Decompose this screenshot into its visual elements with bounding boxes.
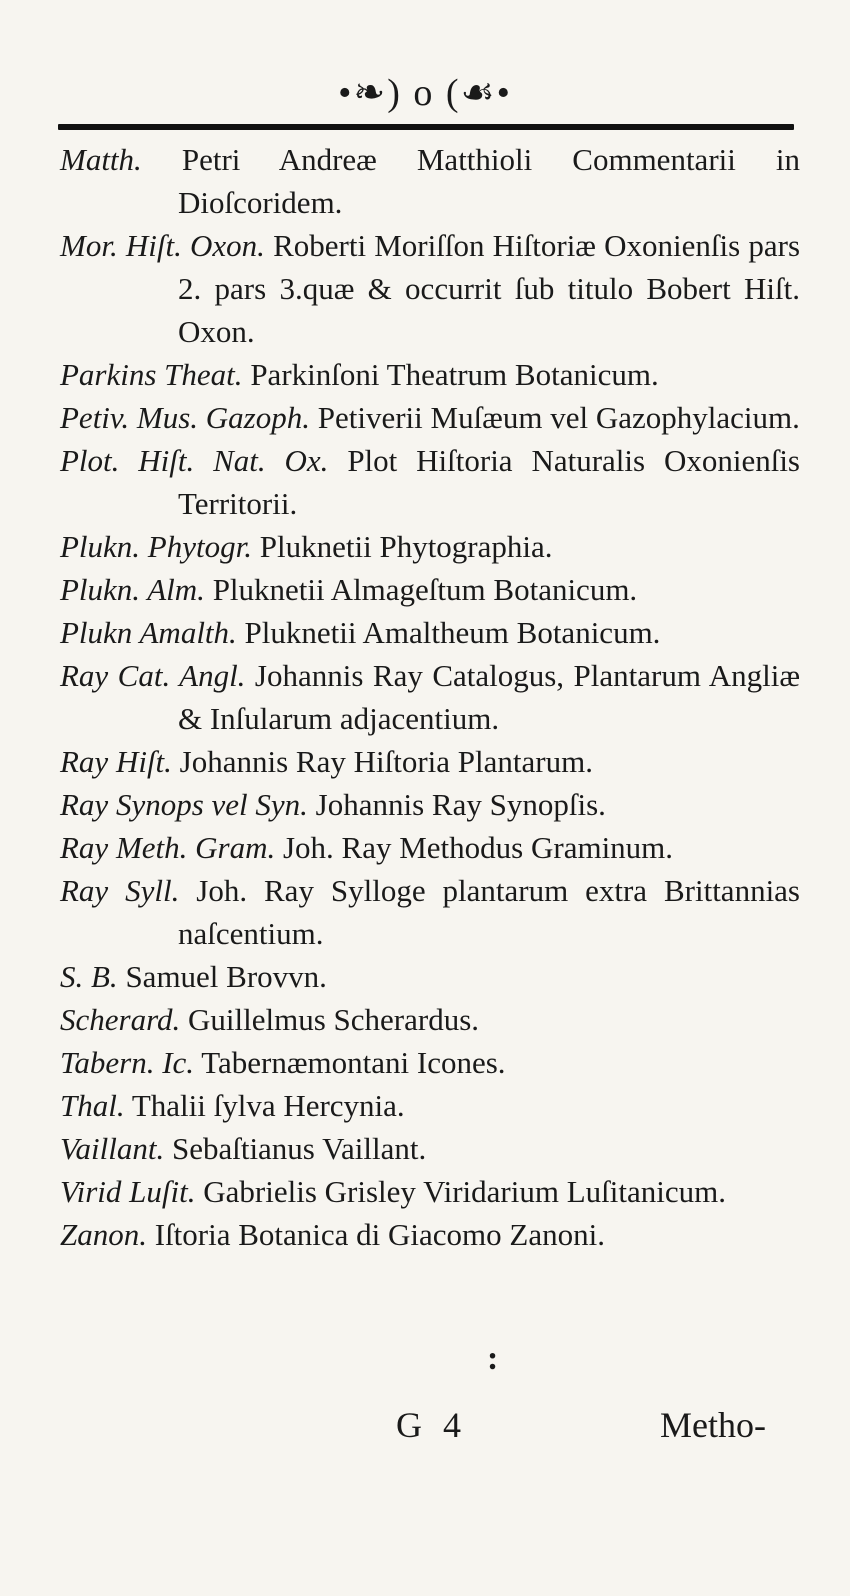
entry-text: Parkinſoni Theatrum Botanicum. (250, 357, 659, 392)
entry-text: Thalii ſylva Hercynia. (131, 1088, 405, 1123)
entry-text: Plot Hiſtoria Naturalis Oxonienſis Territorii. (178, 443, 800, 521)
entry-text: Joh. Ray Sylloge plantarum extra Brittannias naſcentium. (178, 873, 801, 951)
entry-text: Samuel Brovvn. (125, 959, 327, 994)
entry-abbreviation: Tabern. Ic. (60, 1045, 195, 1080)
entry-abbreviation: Plukn. Alm. (60, 572, 205, 607)
list-item (60, 138, 800, 224)
list-item (60, 568, 800, 611)
entry-text: Johannis Ray Hiſtoria Plantarum. (179, 744, 593, 779)
entry-text: Pluknetii Almageſtum Botanicum. (212, 572, 638, 607)
entry-abbreviation: Virid Luſit. (60, 1174, 196, 1209)
entry-text: Pluknetii Phytographia. (259, 529, 553, 564)
entry-text: Johannis Ray Synopſis. (315, 787, 606, 822)
list-item (60, 611, 800, 654)
entry-text: Petiverii Muſæum vel Gazophylacium. (317, 400, 800, 435)
entry-abbreviation: Plukn Amalth. (60, 615, 237, 650)
entry-abbreviation: Matth. (60, 142, 142, 177)
entry-text: Petri Andreæ Matthioli Commentarii in Dioſcoridem. (178, 142, 800, 220)
entry-abbreviation: Thal. (60, 1088, 125, 1123)
entry-abbreviation: Petiv. Mus. Gazoph. (60, 400, 310, 435)
list-item (60, 1041, 800, 1084)
entry-text: Roberti Moriſſon Hiſtoriæ Oxonienſis pars 2. pars 3.quæ & occurrit ſub titulo Bobert Hiſt. Oxon. (178, 228, 801, 349)
entry-abbreviation: Plukn. Phytogr. (60, 529, 252, 564)
list-item (60, 740, 800, 783)
entry-abbreviation: Scherard. (60, 1002, 181, 1037)
list-item (60, 1213, 800, 1256)
list-item (60, 439, 800, 525)
list-item (60, 998, 800, 1041)
entry-text: Tabernæmontani Icones. (201, 1045, 506, 1080)
entry-abbreviation: Parkins Theat. (60, 357, 243, 392)
entry-abbreviation: Ray Hiſt. (60, 744, 172, 779)
entry-text: Iſtoria Botanica di Giacomo Zanoni. (154, 1217, 605, 1252)
list-item (60, 654, 800, 740)
entry-abbreviation: Mor. Hiſt. Oxon. (60, 228, 265, 263)
signature-mark: G 4 (396, 1405, 467, 1445)
entry-abbreviation: Plot. Hiſt. Nat. Ox. (60, 443, 329, 478)
list-item (60, 525, 800, 568)
header-rule (58, 124, 794, 130)
list-item (60, 826, 800, 869)
list-item (60, 955, 800, 998)
entry-abbreviation: Ray Syll. (60, 873, 180, 908)
list-item (60, 353, 800, 396)
entry-abbreviation: Ray Synops vel Syn. (60, 787, 308, 822)
list-item (60, 1127, 800, 1170)
separator-mark: : (487, 1340, 499, 1377)
entry-text: Pluknetii Amaltheum Botanicum. (244, 615, 661, 650)
list-item (60, 224, 800, 353)
entry-text: Johannis Ray Catalogus, Plantarum Angliæ & Inſularum adjacentium. (178, 658, 801, 736)
page-number-header: •❧) o (☙• (338, 72, 512, 114)
list-item (60, 1170, 800, 1213)
list-item (60, 783, 800, 826)
entry-text: Guillelmus Scherardus. (188, 1002, 480, 1037)
list-item (60, 869, 800, 955)
abbreviation-list (60, 138, 800, 1256)
entry-abbreviation: Ray Cat. Angl. (60, 658, 246, 693)
entry-text: Gabrielis Grisley Viridarium Luſitanicum. (203, 1174, 726, 1209)
entry-abbreviation: Zanon. (60, 1217, 147, 1252)
entry-text: Joh. Ray Methodus Graminum. (282, 830, 674, 865)
entry-abbreviation: S. B. (60, 959, 118, 994)
entry-abbreviation: Vaillant. (60, 1131, 165, 1166)
catchword: Metho- (660, 1405, 766, 1445)
list-item (60, 396, 800, 439)
entry-text: Sebaſtianus Vaillant. (171, 1131, 427, 1166)
entry-abbreviation: Ray Meth. Gram. (60, 830, 276, 865)
list-item (60, 1084, 800, 1127)
